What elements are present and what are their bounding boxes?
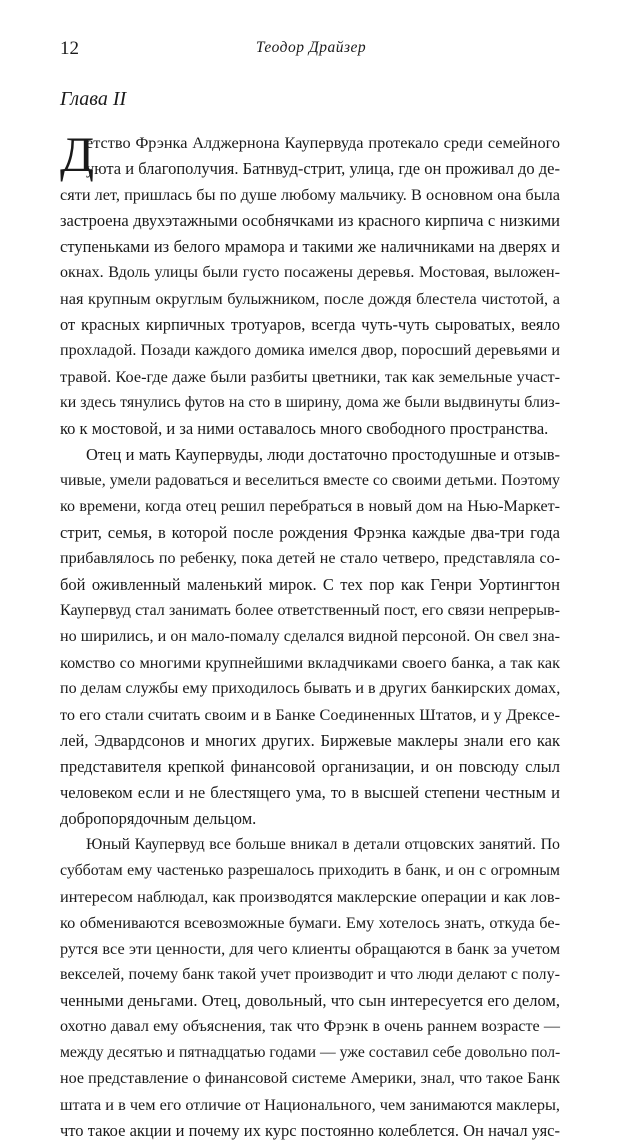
page-number: 12	[60, 38, 79, 59]
text-line: бой оживленный маленький мирок. С тех пор как Генри Уортингтон	[60, 575, 560, 594]
text-line: стрит, семья, в которой после рождения Фрэнка каждые два-три года	[60, 523, 560, 542]
text-line: ки здесь тянулись футов на сто в ширину, дома же были выдвинуты близ-	[60, 394, 560, 411]
text-line: ко времени, когда отец решил перебраться в новый дом на Нью-Маркет-	[60, 498, 560, 515]
text-line: застроена двухэтажными особнячками из красного кирпича с низкими	[60, 211, 560, 230]
text-line: добропорядочным дельцом.	[60, 809, 257, 828]
text-line: ко обмениваются всевозможные бумаги. Ему хотелось знать, откуда бе-	[60, 913, 560, 932]
text-line: уюта и благополучия. Батнвуд-стрит, улица, где он проживал до де-	[86, 159, 560, 178]
text-line: прохладой. Позади каждого домика имелся двор, поросший деревьями и	[60, 342, 560, 359]
text-line: субботам ему частенько разрешалось приходить в банк, и он с огромным	[60, 862, 560, 879]
page-header	[60, 38, 562, 64]
text-line: по делам службы ему приходилось бывать и в других банкирских домах,	[60, 680, 561, 697]
text-line: ное представление о финансовой системе Америки, знал, что такое Банк	[60, 1070, 560, 1087]
text-line: от красных кирпичных тротуаров, всегда чуть-чуть сыроватых, веяло	[60, 315, 560, 334]
text-line: ко к мостовой, и за ними оставалось много свободного пространства.	[60, 419, 549, 438]
text-line: то его стали считать своим и в Банке Соединенных Штатов, и у Дрексе-	[60, 705, 560, 724]
text-line: человеком если и не блестящего ума, то в высшей степени честным и	[60, 783, 560, 802]
text-line: окнах. Вдоль улицы были густо посажены деревья. Мостовая, выложен-	[60, 264, 560, 281]
text-line: но ширились, и он мало-помалу сделался видной персоной. Он свел зна-	[60, 628, 560, 645]
body-text	[60, 126, 561, 1144]
text-line: ступеньками из белого мрамора и такими же наличниками на дверях и	[60, 237, 560, 256]
drop-cap: Д	[60, 126, 95, 182]
text-line: интересом наблюдал, как производятся маклерские операции и как лов-	[60, 887, 560, 906]
text-line: Каупервуд стал занимать более ответственный пост, его связи непрерыв-	[60, 602, 560, 619]
text-line: рутся все эти ценности, для чего клиенты обращаются в банк за учетом	[60, 939, 560, 958]
text-line: Отец и мать Каупервуды, люди достаточно простодушные и отзыв-	[86, 445, 560, 464]
text-line: что такое акции и почему их курс постоянно колеблется. Он начал уяс-	[60, 1121, 560, 1140]
text-line: прибавлялось по ребенку, пока детей не стало четверо, представляла со-	[60, 550, 560, 567]
text-line: охотно давал ему объяснения, так что Фрэнк в очень раннем возрасте —	[60, 1018, 560, 1035]
text-line: представителя крепкой финансовой организации, и он повсюду слыл	[60, 757, 560, 776]
chapter-title: Глава II	[60, 88, 127, 110]
text-line: между десятью и пятнадцатью годами — уже составил себе довольно пол-	[60, 1044, 561, 1061]
running-head: Теодор Драйзер	[255, 39, 367, 56]
text-line: комство со многими крупнейшими вкладчиками своего банка, а так как	[60, 653, 560, 672]
text-line: штата и в чем его отличие от Национального, чем занимаются маклеры,	[60, 1095, 560, 1114]
text-line: Д етство Фрэнка Алджернона Каупервуда протекало среди семейного	[60, 126, 560, 182]
text-line: чивые, умели радоваться и веселиться вместе со своими детьми. Поэтому	[60, 472, 560, 489]
text-line: векселей, почему банк такой учет производит и что люди делают с полу-	[60, 966, 560, 983]
text-line: ная крупным округлым булыжником, после дождя блестела чистотой, а	[60, 289, 560, 308]
text-line: травой. Кое-где даже были разбиты цветники, так как земельные участ-	[60, 367, 560, 386]
text-line: лей, Эдвардсонов и многих других. Биржевые маклеры знали его как	[60, 731, 560, 750]
text-line: Юный Каупервуд все больше вникал в детали отцовских занятий. По	[86, 836, 560, 853]
text-line: ченными деньгами. Отец, довольный, что сын интересуется его делом,	[60, 991, 560, 1010]
text-line: сяти лет, пришлась бы по душе любому мальчику. В основном она была	[60, 185, 560, 204]
